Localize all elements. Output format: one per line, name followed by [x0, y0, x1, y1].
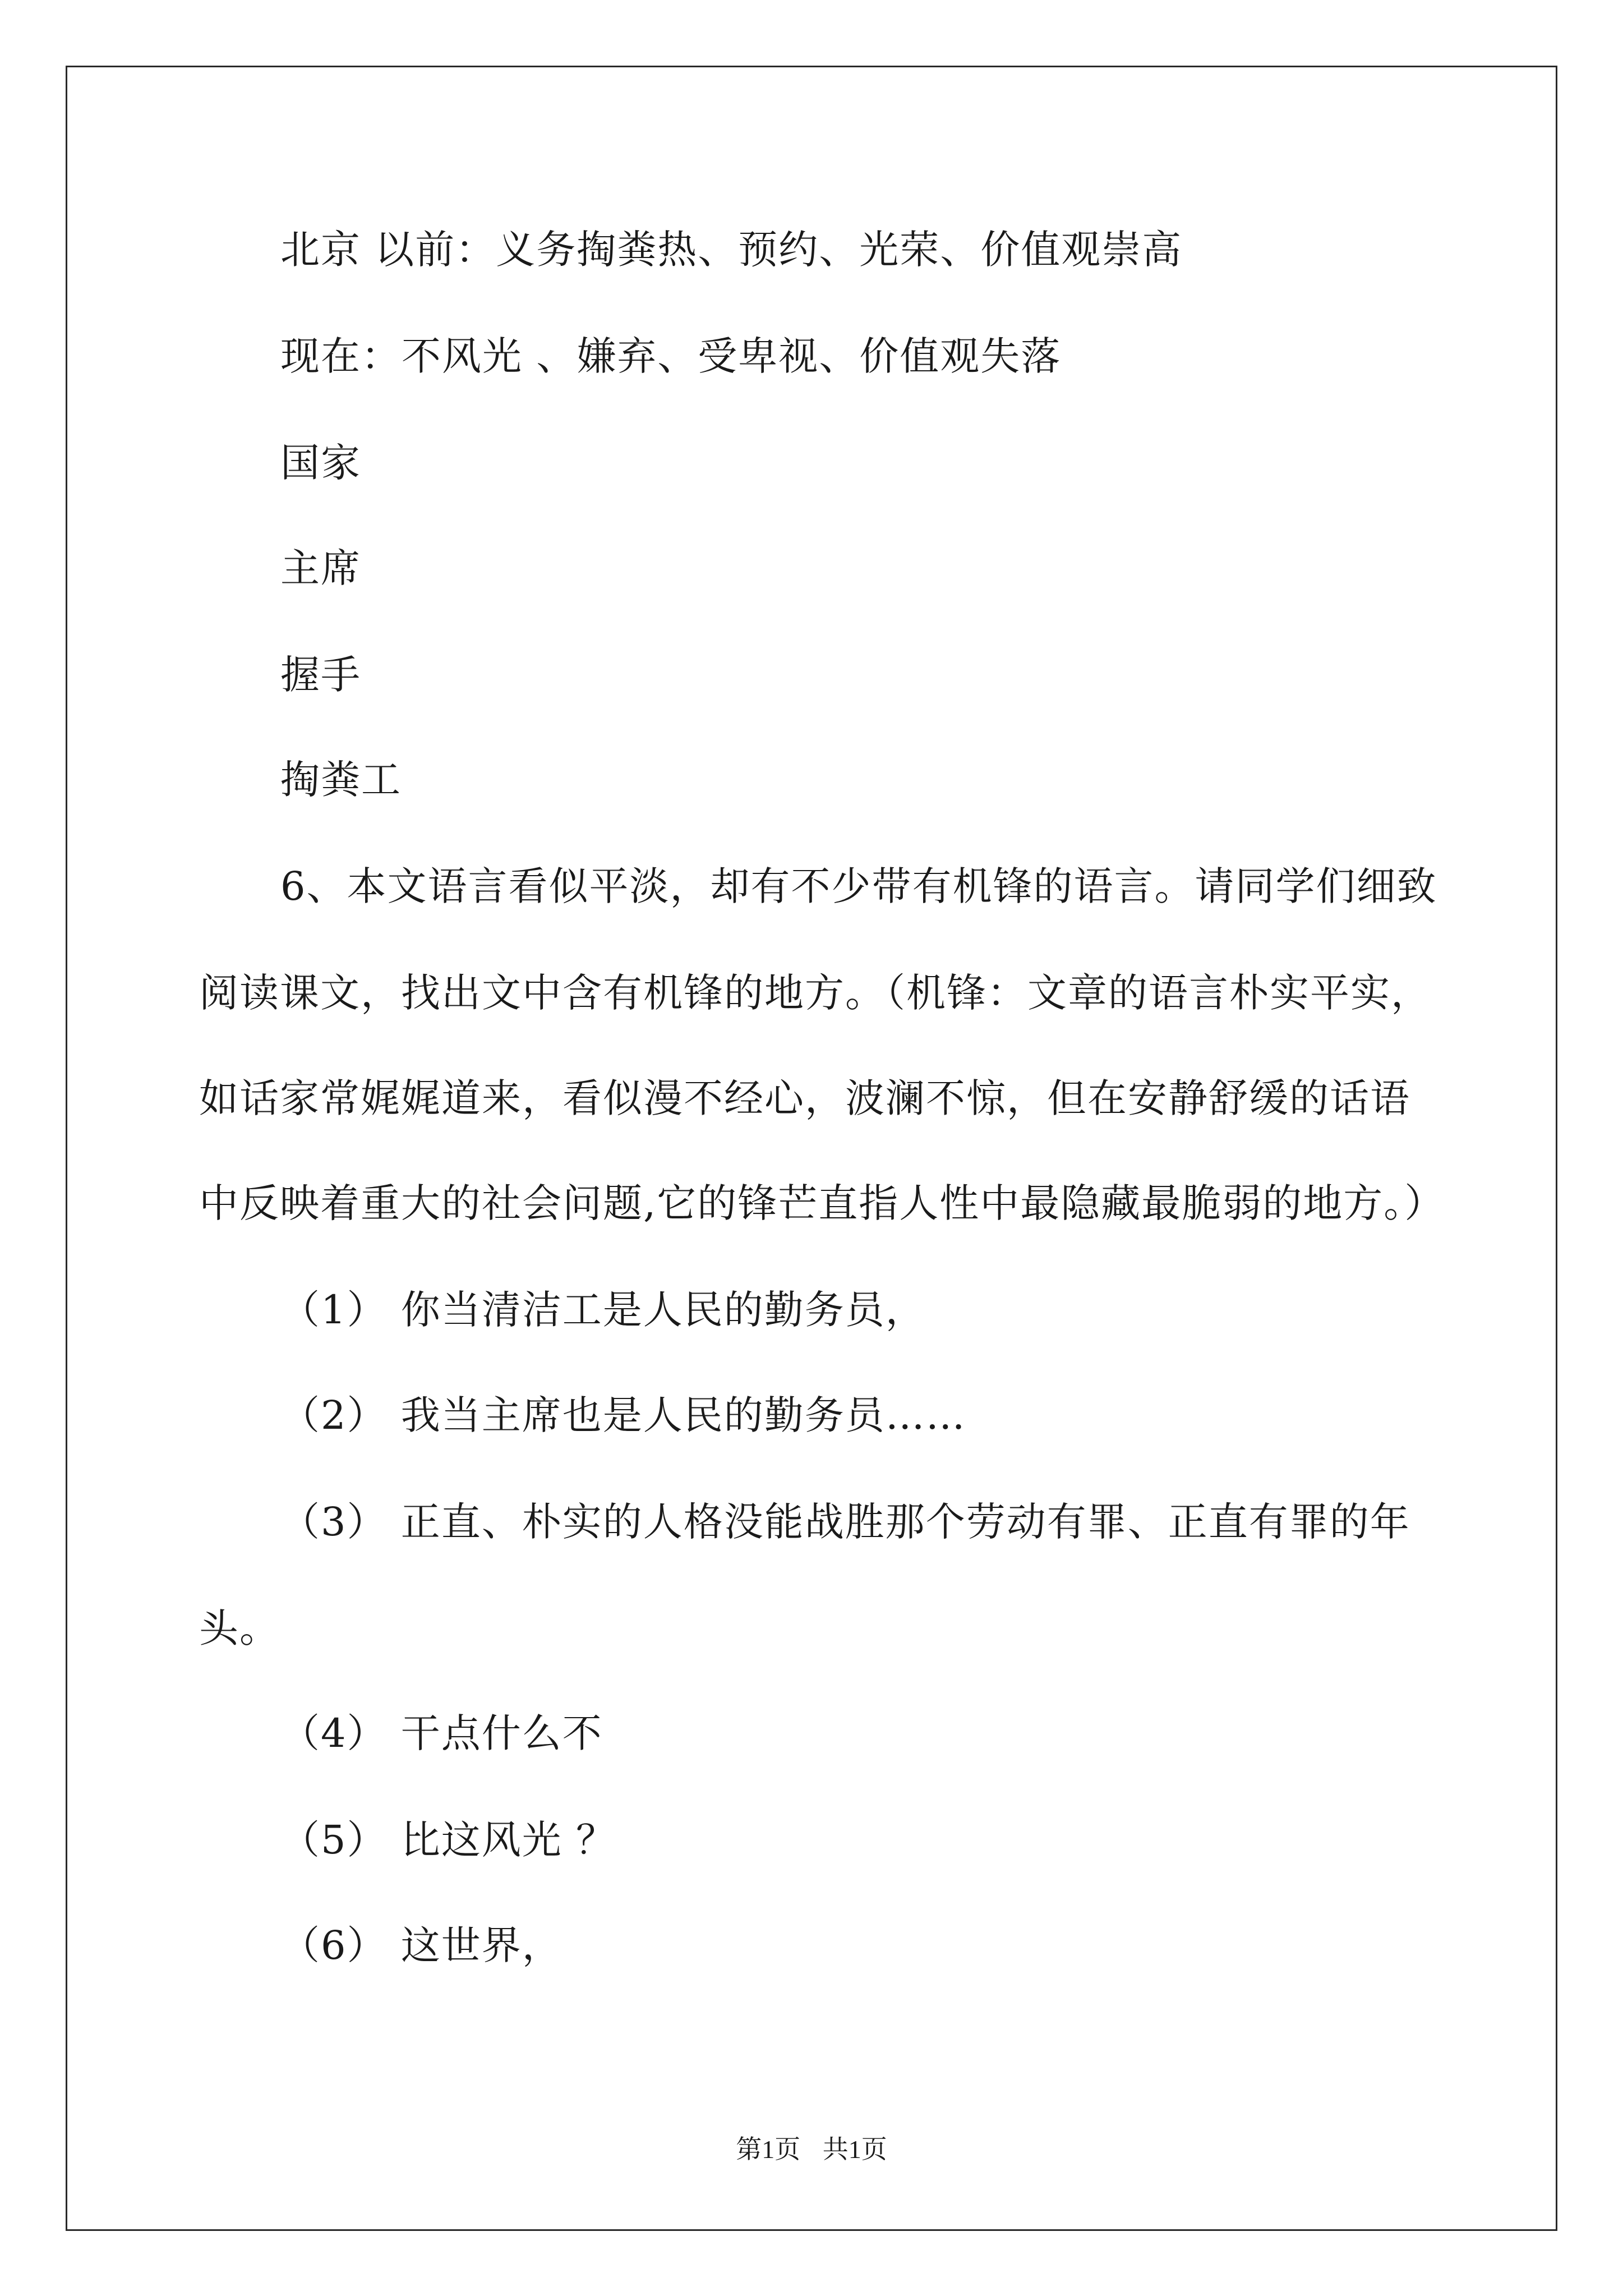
page-number: 第1页 — [736, 2135, 801, 2164]
text-line-5: 握手 — [280, 652, 361, 698]
text-line-15: （4） 干点什么不 — [280, 1710, 603, 1756]
text-line-6: 掏粪工 — [280, 757, 402, 803]
text-line-9: 如话家常娓娓道来，看似漫不经心，波澜不惊，但在安静舒缓的话语 — [199, 1075, 1410, 1121]
page-border — [66, 66, 1557, 2231]
text-line-2: 现在：不风光 、嫌弃、受卑视、价值观失落 — [280, 333, 1062, 379]
text-line-8: 阅读课文，找出文中含有机锋的地方。（机锋：文章的语言朴实平实， — [199, 970, 1431, 1016]
text-line-12: （2） 我当主席也是人民的勤务员…… — [280, 1392, 966, 1438]
text-line-10: 中反映着重大的社会问题,它的锋芒直指人性中最隐藏最脆弱的地方。） — [199, 1180, 1445, 1226]
text-line-4: 主席 — [280, 545, 361, 591]
page-footer — [0, 2133, 1623, 2166]
text-line-14: 头。 — [199, 1605, 280, 1651]
page-total: 共1页 — [822, 2135, 887, 2164]
text-line-16: （5） 比这风光 ？ — [280, 1817, 617, 1863]
text-line-3: 国家 — [280, 440, 361, 486]
text-line-1: 北京 以前：义务掏粪热、预约、光荣、价值观崇高 — [280, 227, 1183, 273]
text-line-17: （6） 这世界， — [280, 1922, 562, 1968]
text-line-11: （1） 你当清洁工是人民的勤务员， — [280, 1287, 926, 1333]
text-line-13: （3） 正直、朴实的人格没能战胜那个劳动有罪、正直有罪的年 — [280, 1499, 1410, 1545]
text-line-7: 6、本文语言看似平淡，却有不少带有机锋的语言。请同学们细致 — [280, 863, 1437, 909]
